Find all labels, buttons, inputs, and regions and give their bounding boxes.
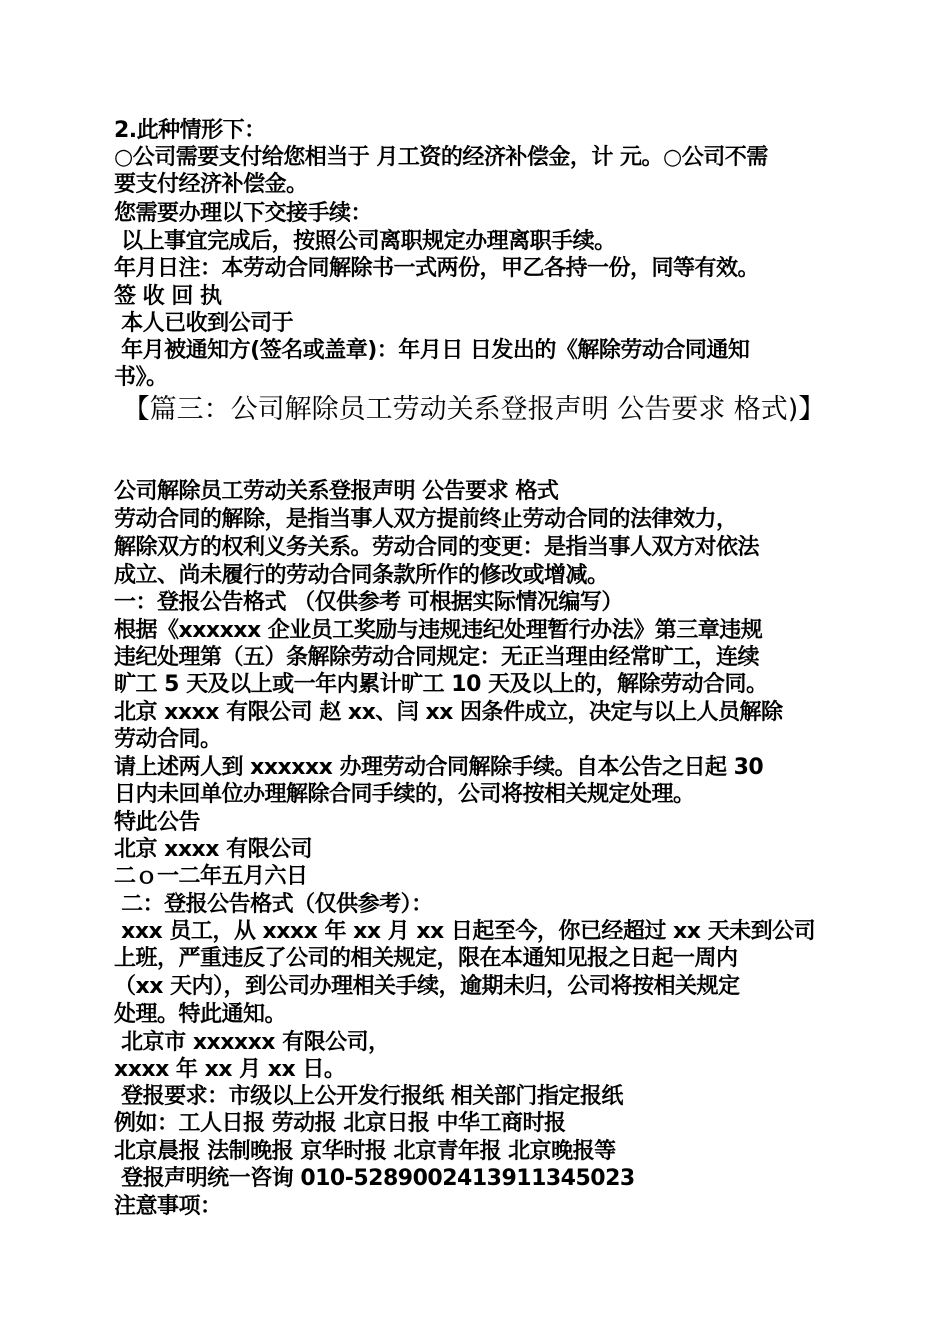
text-line: 年月日注：本劳动合同解除书一式两份，甲乙各持一份，同等有效。 [114,256,760,281]
text-line: xxxx 年 xx 月 xx 日。 [114,1057,346,1082]
text-line: 劳动合同的解除，是指当事人双方提前终止劳动合同的法律效力， [114,507,738,532]
text-line: 您需要办理以下交接手续： [114,201,373,226]
text-line: 登报要求：市级以上公开发行报纸 相关部门指定报纸 [114,1084,623,1109]
text-line: 北京市 xxxxxx 有限公司， [114,1030,390,1055]
section-heading: 【篇三：公司解除员工劳动关系登报声明 公告要求 格式)】 [122,394,826,425]
text-line: 例如：工人日报 劳动报 北京日报 中华工商时报 [114,1111,566,1136]
text-line: 二ｏ一二年五月六日 [114,864,308,889]
text-line: 劳动合同。 [114,727,222,752]
text-line: （xx 天内），到公司办理相关手续，逾期未归，公司将按相关规定 [114,974,740,999]
text-line: 日内未回单位办理解除合同手续的，公司将按相关规定处理。 [114,782,695,807]
text-line: 本人已收到公司于 [114,311,294,336]
text-line: 签 收 回 执 [114,284,222,309]
text-line: 公司解除员工劳动关系登报声明 公告要求 格式 [114,479,559,504]
text-line: 北京晨报 法制晚报 京华时报 北京青年报 北京晚报等 [114,1139,616,1164]
text-line: 处理。特此通知。 [114,1002,287,1027]
text-line: 根据《xxxxxx 企业员工奖励与违规违纪处理暂行办法》第三章违规 [114,618,763,643]
text-line: 一：登报公告格式 （仅供参考 可根据实际情况编写） [114,590,623,615]
text-line: 特此公告 [114,810,201,835]
text-line: 2.此种情形下： [114,118,266,143]
text-line: ○公司需要支付给您相当于 月工资的经济补偿金，计 元。○公司不需 [114,145,768,170]
text-line: 北京 xxxx 有限公司 赵 xx、闫 xx 因条件成立，决定与以上人员解除 [114,700,783,725]
text-line: 旷工 5 天及以上或一年内累计旷工 10 天及以上的，解除劳动合同。 [114,672,768,697]
text-line: 要支付经济补偿金。 [114,172,308,197]
text-line: 解除双方的权利义务关系。劳动合同的变更：是指当事人双方对依法 [114,535,760,560]
text-line: 北京 xxxx 有限公司 [114,837,313,862]
text-line: 年月被通知方(签名或盖章)：年月日 日发出的《解除劳动合同通知 [114,338,750,363]
text-line: 二：登报公告格式（仅供参考）： [114,892,433,917]
text-line: 上班，严重违反了公司的相关规定，限在本通知见报之日起一周内 [114,946,738,971]
text-line: 书》。 [114,365,168,390]
text-line: xxx 员工，从 xxxx 年 xx 月 xx 日起至今，你已经超过 xx 天未到公司 [114,919,816,944]
text-line: 注意事项： [114,1194,222,1219]
text-line: 请上述两人到 xxxxxx 办理劳动合同解除手续。自本公告之日起 30 [114,755,764,780]
text-line: 违纪处理第（五）条解除劳动合同规定：无正当理由经常旷工，连续 [114,645,760,670]
text-line: 以上事宜完成后，按照公司离职规定办理离职手续。 [114,229,616,254]
text-line: 登报声明统一咨询 010-5289002413911345023 [114,1166,635,1191]
text-line: 成立、尚未履行的劳动合同条款所作的修改或增减。 [114,563,609,588]
